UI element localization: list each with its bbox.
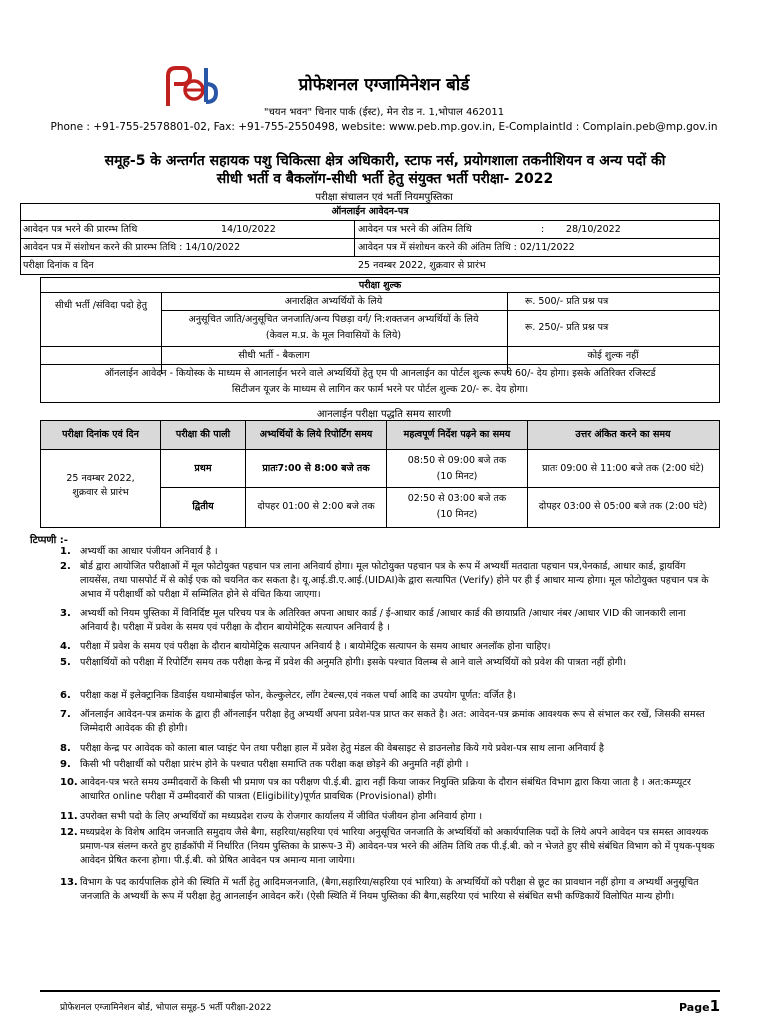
note-number: 3. (60, 608, 71, 619)
fees-table (40, 277, 720, 403)
instr-second-duration: (10 मिनट) (436, 509, 478, 520)
reporting-second: दोपहर 01:00 से 2:00 बजे तक (257, 501, 375, 512)
col-reporting: अभ्यर्थियों के लिये रिपोर्टिंग समय (259, 429, 373, 440)
org-contact: Phone : +91-755-2578801-02, Fax: +91-755-2550498, website: www.peb.mp.gov.in, E-ComplaintId : Complain.peb@mp.gov.in (50, 121, 718, 133)
note-item: विभाग के पद कार्यपालिक होने की स्थिति में भर्ती हेतु आदिमजनजाति, (बैगा,सहारिया/सहरिया एवं भारिया) के अभ्यर्थियों को परीक्षा से छूट का प्रावधान नहीं होगा व अभ्यर्थी अनुसूचित जनजाति के अभ्यर्थी के रूप में परीक्षा हेतु आनलाईन आवेदन करें। (ऐसी स्थिति में नियम पुस्तिका की बैगा,सहरिया एवं भारिया से संबंधित सभी कण्डिकायें विलोपित मान्य होगी। (80, 877, 699, 902)
start-date-label: आवेदन पत्र भरने की प्रारम्भ तिथि (23, 224, 138, 235)
note-number: 12. (60, 827, 78, 838)
col-shift: परीक्षा की पाली (175, 429, 231, 440)
note-item: परीक्षा कक्ष में इलेक्ट्रानिक डिवाईस यथामोबाईल फोन, केल्कुलेटर, लॉग टेबल्स,एवं नकल पर्चा आदि का उपयोग पूर्णत: वर्जित है। (80, 690, 516, 701)
instr-first-duration: (10 मिनट) (436, 471, 478, 482)
instr-second-time: 02:50 से 03:00 बजे तक (407, 493, 507, 504)
note-number: 13. (60, 877, 78, 888)
note-item: आवेदन-पत्र भरते समय उम्मीदवारों के किसी भी प्रमाण पत्र का परीक्षण पी.ई.बी. द्वारा नहीं किया जाकर नियुक्ति प्रक्रिया के दौरान संबंधित विभाग द्वारा किया जाता है । अत:कम्प्यूटर आधारित online परीक्षा में उम्मीदवारों की पात्रता (Eligibility)पूर्णत प्रावधिक (Provisional) होगी। (80, 777, 691, 802)
shift-second: द्वितीय (192, 501, 214, 512)
note-item: मध्यप्रदेश के विशेष आदिम जनजाति समुदाय जैसे बैगा, सहरिया/सहरिया एवं भारिया अनुसूचित जनजाति के अभ्यर्थियों को अकार्यपालिक पदों के लिये अपने आवेदन पत्र समस्त आवश्यक प्रमाण-पत्र संलग्न करते हुए हार्डकॉपी में निर्धारित (नियम पुस्तिका के प्रारूप-3 में) आवेदन-पत्र भरने की अंतिम तिथि तक पी.ई.बी. को न भेजते हुए सीधे संबंधित विभाग को में पृथक-पृथक आवेदन प्रेषित करना होगा। पी.ई.बी. को प्रेषित आवेदन पत्र अमान्य माना जायेगा। (80, 827, 715, 866)
note-item: परीक्षार्थियों को परीक्षा में रिपोर्टिंग समय तक परीक्षा केन्द्र में प्रवेश की अनुमति होगी। इसके पश्चात विलम्ब से आने वाले अभ्यर्थियों को प्रवेश की पात्रता नहीं होगी। (80, 657, 627, 668)
kiosk-note-2: सिटीजन यूजर के माध्यम से लागिन कर फार्म भरने पर पोर्टल शुल्क 20/- रू. देय होगा। (231, 384, 529, 395)
unreserved-fee: रू. 500/- प्रति प्रश्न पत्र (525, 296, 609, 307)
notes-heading: टिप्पणी :- (30, 535, 68, 546)
reporting-first: प्रातः7:00 से 8:00 बजे तक (262, 463, 370, 474)
backlog-fee: कोई शुल्क नहीं (587, 350, 639, 361)
footer-text: प्रोफेशनल एग्जामिनेशन बोर्ड, भोपाल समूह-5 भर्ती परीक्षा-2022 (60, 1003, 272, 1013)
rules-subtitle: परीक्षा संचालन एवं भर्ती नियमपुस्तिका (315, 192, 453, 203)
answer-first: प्रातः 09:00 से 11:00 बजे तक (2:00 घंटे) (542, 463, 704, 474)
answer-second: दोपहर 03:00 से 05:00 बजे तक (2:00 घंटे) (538, 501, 708, 512)
note-number: 9. (60, 759, 71, 770)
online-form-table: ऑनलाईन आवेदन-पत्र आवेदन पत्र भरने की प्रारम्भ तिथि 14/10/2022 आवेदन पत्र भरने की अंतिम तिथि : 28/10/2022 आवेदन पत्र में संशोधन करने की प्रारम्भ तिथि : 14/10/2022 आवेदन पत्र में संशोधन करने की अंतिम तिथि : 02/11/2022 परीक्षा दिनांक व दिन 25 नवम्बर 2022, शुक्रवार से प्रारंभ (20, 203, 720, 275)
edit-start-date: आवेदन पत्र में संशोधन करने की प्रारम्भ तिथि : 14/10/2022 (23, 242, 241, 253)
schedule-date: 25 नवम्बर 2022, (66, 473, 135, 484)
note-number: 7. (60, 709, 71, 720)
schedule-table (40, 420, 720, 528)
note-item: उपरोक्त सभी पदो के लिए अभ्यर्थियों का मध्यप्रदेश राज्य के रोजगार कार्यालय में जीवित पंजीयन होना अनिवार्य होगा । (80, 811, 483, 822)
col-instructions: महत्वपूर्ण निर्देश पढ़ने का समय (403, 429, 511, 440)
note-item: किसी भी परीक्षार्थी को परीक्षा प्रारंभ होने के पश्चात परीक्षा समाप्ति तक परीक्षा कक्ष छोड़ने की अनुमति नहीं होगी । (80, 759, 469, 770)
reserved-label-2: (केवल म.प्र. के मूल निवासियों के लिये) (265, 330, 402, 341)
schedule-day: शुक्रवार से प्रारंभ (72, 487, 129, 498)
edit-last-date: आवेदन पत्र में संशोधन करने की अंतिम तिथि : 02/11/2022 (358, 242, 575, 253)
page-label: Page (679, 1001, 710, 1014)
note-number: 11. (60, 811, 78, 822)
note-item: अभ्यर्थी को नियम पुस्तिका में विनिर्दिष्ट मूल परिचय पत्र के अतिरिक्त अपना आधार कार्ड / ई-आधार कार्ड /आधार कार्ड की छायाप्रति /आधार नंबर /आधार VID की जानकारी लाना अनिवार्य है। परीक्षा में प्रवेश के समय एवं परीक्षा के दौरान बायोमेट्रिक सत्यापन अनिवार्य है । (80, 608, 686, 633)
instr-first-time: 08:50 से 09:00 बजे तक (407, 455, 507, 466)
note-number: 2. (60, 561, 71, 572)
unreserved-label: अनारक्षित अभ्यर्थियों के लिये (284, 296, 383, 307)
org-name: प्रोफेशनल एग्जामिनेशन बोर्ड (298, 75, 470, 95)
last-date-label: आवेदन पत्र भरने की अंतिम तिथि (358, 224, 472, 235)
page-num: 1 (709, 997, 720, 1015)
shift-first: प्रथम (194, 463, 212, 474)
backlog-label: सीधी भर्ती - बैकलाग (238, 350, 310, 361)
reserved-label-1: अनुसूचित जाति/अनुसूचित जनजाति/अन्य पिछड़ा वर्ग/ नि:शक्तजन अभ्यर्थियों के लिये (188, 314, 479, 325)
note-item: अभ्यर्थी का आधार पंजीयन अनिवार्य है । (80, 546, 218, 557)
exam-date-label: परीक्षा दिनांक व दिन (23, 260, 94, 271)
title-line-2: सीधी भर्ती व बैकलॉग-सीधी भर्ती हेतु संयुक्त भर्ती परीक्षा- 2022 (216, 171, 554, 187)
reserved-fee: रू. 250/- प्रति प्रश्न पत्र (525, 322, 609, 333)
fees-heading: परीक्षा शुल्क (358, 280, 402, 291)
footer (60, 997, 720, 1015)
document-title (60, 152, 710, 188)
note-item: परीक्षा में प्रवेश के समय एवं परीक्षा के दौरान बायोमेट्रिक सत्यापन अनिवार्य है । बायोमेट्रिक सत्यापन के समय आधार अनलॉक होना चाहिए। (80, 641, 551, 652)
last-date-value: 28/10/2022 (566, 224, 621, 235)
org-address: "चयन भवन" चिनार पार्क (ईस्ट), मेन रोड न. 1,भोपाल 462011 (263, 107, 505, 118)
note-number: 5. (60, 657, 71, 668)
note-number: 4. (60, 641, 71, 652)
kiosk-note-1: ऑनलाईन आवेदन - कियोस्क के माध्यम से आनलाईन भरने वाले अभ्यर्थियों हेतु एम पी आनलाईन का पोर्टल शुल्क रूपये 60/- देय होगा। इसके अतिरिक्त रजिस्टर्ड (104, 368, 656, 379)
note-number: 6. (60, 690, 71, 701)
note-item: बोर्ड द्वारा आयोजित परीक्षाओं में मूल फोटोयुक्त पहचान पत्र लाना अनिवार्य होगा। मूल फोटोयुक्त पहचान पत्र के रूप में अभ्यर्थी मतदाता पहचान पत्र,पेनकार्ड, आधार कार्ड, ड्रायविंग लायसेंस, तथा पासपोर्ट में से कोई एक को चयनित कर सकता है। यू.आई.डी.ए.आई.(UIDAI)के द्वारा सत्यापित (Verify) होने पर ही ई आधार मान्य होगा। मूल फोटोयुक्त पहचान पत्र के अभाव में परीक्षार्थी को परीक्षा में सम्मिलित होने से वंचित किया जाएगा। (80, 561, 709, 600)
note-number: 8. (60, 743, 71, 754)
start-date-value: 14/10/2022 (221, 224, 276, 235)
note-number: 1. (60, 546, 71, 557)
page-number (679, 997, 720, 1015)
exam-date-value: 25 नवम्बर 2022, शुक्रवार से प्रारंभ (358, 260, 486, 271)
col-exam-date: परीक्षा दिनांक एवं दिन (62, 429, 139, 440)
title-line-1: समूह-5 के अन्तर्गत सहायक पशु चिकित्सा क्षेत्र अधिकारी, स्टाफ नर्स, प्रयोगशाला तकनीशियन व अन्य पदों की (104, 153, 666, 169)
online-form-heading: ऑनलाईन आवेदन-पत्र (331, 206, 409, 217)
note-item: ऑनलाईन आवेदन-पत्र क्रमांक के द्वारा ही ऑनलाईन परीक्षा हेतु अभ्यर्थी अपना प्रवेश-पत्र प्राप्त कर सकते है। अत: आवेदन-पत्र क्रमांक आवश्यक रूप से संभाल कर रखें, जिसकी समस्त जिम्मेदारी आवेदक की ही होगी। (80, 709, 705, 734)
fees-category: सीधी भर्ती /संविदा पदो हेतु (54, 300, 148, 311)
note-number: 10. (60, 777, 78, 788)
schedule-heading: आनलाईन परीक्षा पद्धति समय सारणी (316, 409, 452, 420)
col-answering: उत्तर अंकित करने का समय (575, 429, 671, 440)
note-item: परीक्षा केन्द्र पर आवेदक को काला बाल प्वाइंट पेन तथा परीक्षा हाल में प्रवेश हेतु मंडल की वेबसाइट से डाउनलोड किये गये प्रवेश-पत्र साथ लाना अनिवार्य है (80, 743, 604, 754)
